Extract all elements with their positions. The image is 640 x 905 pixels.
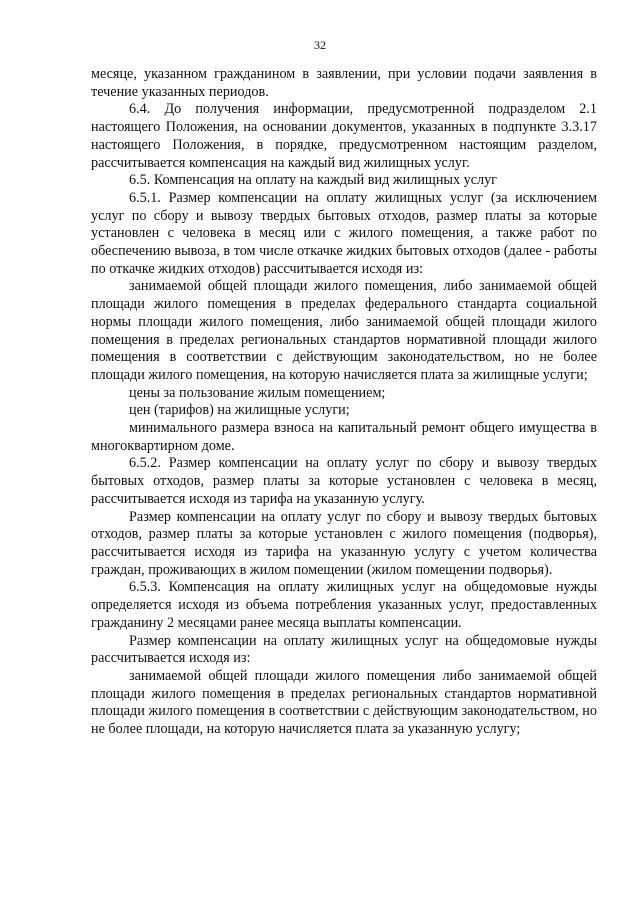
paragraph: минимального размера взноса на капитальный ремонт общего имущества в многоквартирном доме. [91, 420, 597, 454]
paragraph: цен (тарифов) на жилищные услуги; [129, 402, 350, 419]
page-number: 32 [314, 38, 326, 52]
document-body [91, 66, 597, 739]
paragraph: 6.5.3. Компенсация на оплату жилищных услуг на общедомовые нужды определяется исходя из объема потребления указанных услуг, предоставленных гражданину 2 месяцами ранее месяца выплаты компенсации. [91, 579, 597, 631]
paragraph: занимаемой общей площади жилого помещения либо занимаемой общей площади жилого помещения в пределах региональных стандартов нормативной площади жилого помещения в соответствии с действующим законодательством, но не более площади, на которую начисляется плата за указанную услугу; [91, 667, 597, 738]
paragraph: 6.5.1. Размер компенсации на оплату жилищных услуг (за исключением услуг по сбору и вывозу твердых бытовых отходов, размер платы за которые установлен с человека в месяц или с жилого помещения, а также работ по обеспечению вывоза, в том числе откачке жидких бытовых отходов (далее - работы по откачке жидких отходов) рассчитывается исходя из: [91, 189, 597, 277]
paragraph: Размер компенсации на оплату жилищных услуг на общедомовые нужды рассчитывается исходя из: [91, 632, 597, 667]
paragraph: цены за пользование жилым помещением; [129, 384, 386, 401]
paragraph: Размер компенсации на оплату услуг по сбору и вывозу твердых бытовых отходов, размер платы за которые установлен с жилого помещения (подворья), рассчитывается исходя из тарифа на указанную услугу с учетом количества граждан, проживающих в жилом помещении (жилом помещении подворья). [91, 508, 597, 578]
paragraph: 6.5. Компенсация на оплату на каждый вид жилищных услуг [129, 172, 497, 189]
paragraph: занимаемой общей площади жилого помещения, либо занимаемой общей площади жилого помещения в пределах федерального стандарта социальной нормы площади жилого помещения, либо занимаемой общей площади жилого помещения в пределах региональных стандартов нормативной площади жилого помещения в соответствии с действующим законодательством, но не более площади жилого помещения, на которую начисляется плата за жилищные услуги; [91, 278, 597, 383]
paragraph: 6.5.2. Размер компенсации на оплату услуг по сбору и вывозу твердых бытовых отходов, размер платы за которые установлен с человека в месяц, рассчитывается исходя из тарифа на указанную услугу. [91, 455, 597, 507]
paragraph: 6.4. До получения информации, предусмотренной подразделом 2.1 настоящего Положения, на основании документов, указанных в подпункте 3.3.17 настоящего Положения, в порядке, предусмотренном настоящим разделом, рассчитывается компенсация на каждый вид жилищных услуг. [91, 101, 597, 171]
paragraph: месяце, указанном гражданином в заявлении, при условии подачи заявления в течение указанных периодов. [91, 66, 597, 100]
